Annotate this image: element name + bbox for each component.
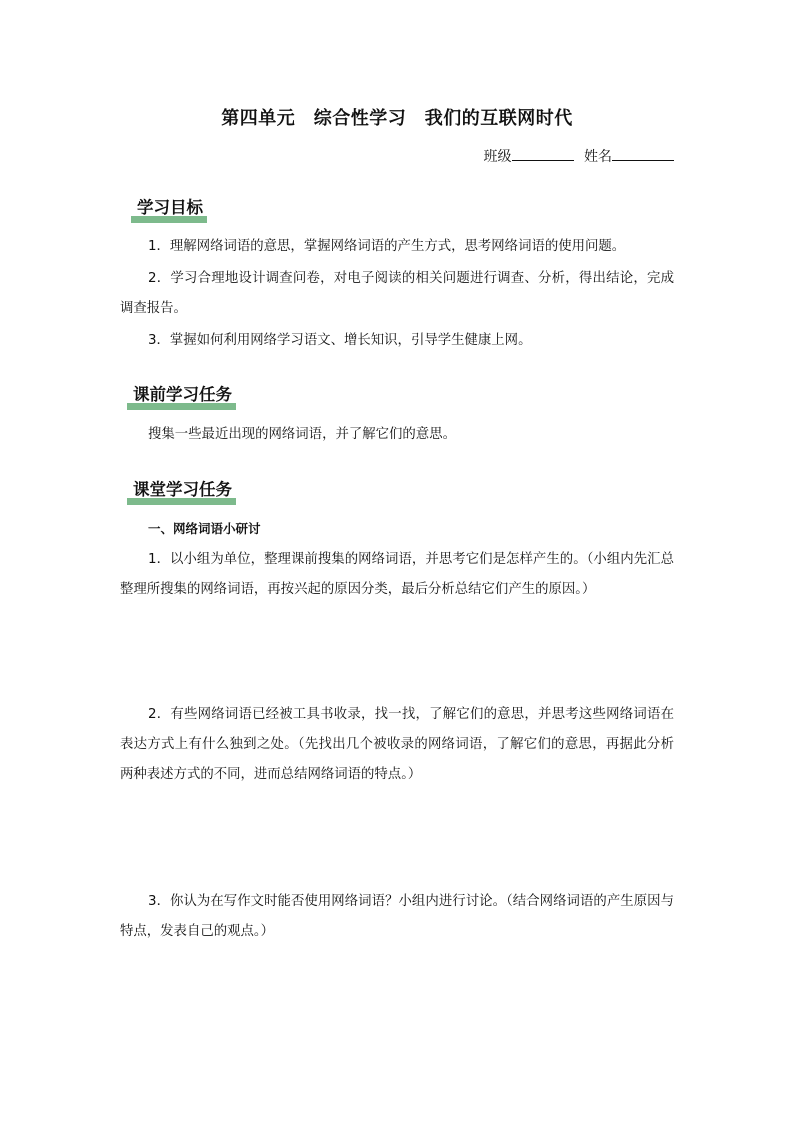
section-heading-preclass: 课前学习任务	[127, 381, 236, 407]
name-blank	[612, 146, 674, 161]
heading-underline	[131, 216, 207, 223]
subsection-heading: 一、网络词语小研讨	[148, 521, 261, 536]
objective-item: 1．理解网络词语的意思，掌握网络词语的产生方式，思考网络词语的使用问题。	[148, 239, 626, 254]
heading-underline	[127, 498, 236, 505]
inclass-task: 2．有些网络词语已经被工具书收录，找一找，了解它们的意思，并思考这些网络词语在表达方式上有什么独到之处。（先找出几个被收录的网络词语，了解它们的意思，再据此分析两种表述方式的不同，进而总结网络词语的特点。）	[120, 707, 674, 782]
student-info	[484, 146, 674, 166]
objective-item: 3．掌握如何利用网络学习语文、增长知识，引导学生健康上网。	[148, 333, 532, 348]
class-blank	[512, 146, 574, 161]
inclass-task: 3．你认为在写作文时能否使用网络词语？小组内进行讨论。（结合网络词语的产生原因与特点，发表自己的观点。）	[120, 894, 674, 939]
class-label: 班级	[483, 149, 512, 165]
section-heading-inclass: 课堂学习任务	[127, 476, 236, 502]
name-label: 姓名	[584, 149, 612, 165]
section-heading-objectives: 学习目标	[131, 194, 207, 220]
heading-underline	[127, 403, 236, 410]
page-title: 第四单元 综合性学习 我们的互联网时代	[221, 108, 573, 129]
inclass-task: 1．以小组为单位，整理课前搜集的网络词语，并思考它们是怎样产生的。（小组内先汇总整理所搜集的网络词语，再按兴起的原因分类，最后分析总结它们产生的原因。）	[120, 552, 674, 597]
objective-item: 2．学习合理地设计调查问卷，对电子阅读的相关问题进行调查、分析，得出结论，完成调查报告。	[120, 271, 674, 316]
preclass-task: 搜集一些最近出现的网络词语，并了解它们的意思。	[148, 427, 456, 442]
